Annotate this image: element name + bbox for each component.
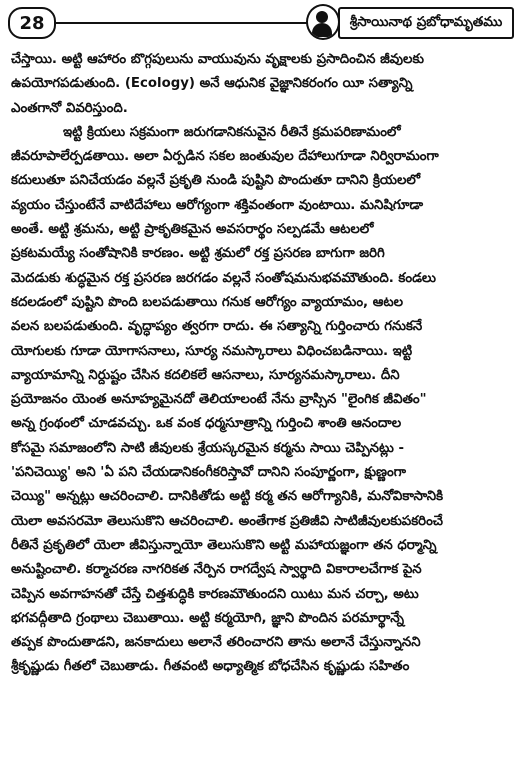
text-line (11, 728, 511, 752)
text-line: ఇట్టి క్రియలు సక్రమంగా జరుగడానికనువైన రీతినే క్రమపరిణామంలో (63, 124, 401, 140)
text-line: అన్న గ్రంథంలో చూడవచ్చు. ఒక వంక ధర్మసూత్రాన్ని గుర్తించి శాంతి ఆనందాల (11, 416, 402, 432)
text-line: యెలా అవసరమో తెలుసుకొని ఆచరించాలి. అంతేగాక ప్రతిజీవి సాటిజీవులకుపకరించే (11, 513, 443, 529)
text-line: యోగులకు గూడా యోగాసనాలు, సూర్య నమస్కారాలు విధించబడినాయి. ఇట్టి (11, 343, 413, 359)
text-line: వ్యాయామాన్ని నిర్దుష్టం చేసిన కదలికలే ఆసనాలు, సూర్యనమస్కారాలు. దీని (11, 367, 400, 383)
body-text (11, 48, 511, 753)
text-line: కదులుతూ పనిచేయడం వల్లనే ప్రకృతి నుండి పుష్టిని పొందుతూ దానిని క్రియలలో (11, 173, 421, 189)
text-line: వ్యయం చేస్తుంటేనే వాటిదేహాలు ఆరోగ్యంగా శక్తివంతంగా వుంటాయి. మనిషిగూడా (11, 197, 424, 213)
text-line: చెయ్యి" అన్నట్లు ఆచరించాలి. దానికితోడు అట్టి కర్మ తన ఆరోగ్యానికి, మనోవికాసానికి (11, 489, 444, 505)
text-line: జీవరూపాలేర్పడతాయి. అలా ఏర్పడిన సకల జంతువుల దేహాలుగూడా నిర్విరామంగా (11, 149, 439, 165)
text-line: ఉపయోగపడుతుంది. (Ecology) అనే ఆధునిక వైజ్ఞానికరంగం యీ సత్యాన్ని (11, 76, 413, 92)
text-line (11, 680, 511, 704)
sai-baba-emblem-icon (306, 4, 340, 40)
text-line: రీతినే ప్రకృతిలో యెలా జీవిస్తున్నాయో తెలుసుకొని అట్టి మహాయజ్ఞంగా తన ధర్మాన్ని (11, 537, 437, 553)
text-line: ప్రయోజనం యెంత అనూహ్యమైనదో తెలియాలంటే నేను వ్రాస్సిన "లైంగిక జీవితం" (11, 392, 427, 408)
paragraph-2 (11, 121, 511, 753)
text-line: కోసమై సమాజంలోని సాటి జీవులకు శ్రేయస్కరమైన కర్మను సాయి చెప్పినట్లు - (11, 440, 405, 456)
paragraph-1 (11, 48, 511, 121)
text-line: అనుష్టించాలి. కర్మాచరణ నాగరికత నేర్పిన రాగద్వేష స్వార్థాది వికారాలచేగాక పైన (11, 562, 422, 578)
book-title: శ్రీసాయినాథ ప్రబోధామృతము (338, 7, 514, 39)
text-line: తప్పక పొందుతాడని, జనకాదులు అలానే తరించారని తాను అలానే చేస్తున్నానని (11, 635, 421, 651)
page-number: 28 (8, 7, 56, 39)
text-line: చేస్తాయి. అట్టి ఆహారం బొగ్గపులును వాయువును వృక్షాలకు ప్రసాదించిన జీవులకు (11, 52, 425, 67)
text-line: అంతే. అట్టి శ్రమను, అట్టి ప్రాకృతికమైన అవసరార్థం సల్పడమే ఆటలలో (11, 222, 374, 238)
text-line (11, 704, 511, 728)
text-line: 'పనిచెయ్యి' అని 'ఏ పని చేయడానికంగీకరిస్తావో దానిని సంపూర్ణంగా, క్షుణ్ణంగా (11, 465, 407, 481)
text-line: వలన బలపడుతుంది. వృద్ధాప్యం త్వరగా రాదు. ఈ సత్యాన్ని గుర్తించారు గనుకనే (11, 319, 423, 335)
text-line: భగవద్గీతాది గ్రంథాలు చెబుతాయి. అట్టి కర్మయోగి, జ్ఞాని పొందిన పరమార్థాన్నే (11, 610, 404, 626)
text-line: మెదడుకు శుద్ధమైన రక్త ప్రసరణ జరగడం వల్లనే సంతోషమనుభవమౌతుంది. కండలు (11, 270, 436, 286)
text-line: కదలడంలో పుష్టిని పొంది బలపడుతాయి గనుక ఆరోగ్యం వ్యాయామం, ఆటల (11, 294, 404, 310)
text-line: శ్రీకృష్ణుడు గీతలో చెబుతాడు. గీతవంటి అధ్యాత్మిక బోధచేసిన కృష్ణుడు సహితం (11, 659, 410, 675)
page-header (8, 4, 514, 38)
header-rule (56, 22, 314, 24)
text-line: ఎంతగానో వివరిస్తుంది. (11, 100, 128, 116)
text-line: చెప్పిన అవగాహనతో చేస్తే చిత్తశుద్ధికి కారణమౌతుందని యిటు మన చర్చా, అటు (11, 586, 419, 602)
text-line: ప్రకటమయ్యే సంతోషానికి కారణం. అట్టి శ్రమలో రక్త ప్రసరణ బాగుగా జరిగి (11, 246, 385, 262)
